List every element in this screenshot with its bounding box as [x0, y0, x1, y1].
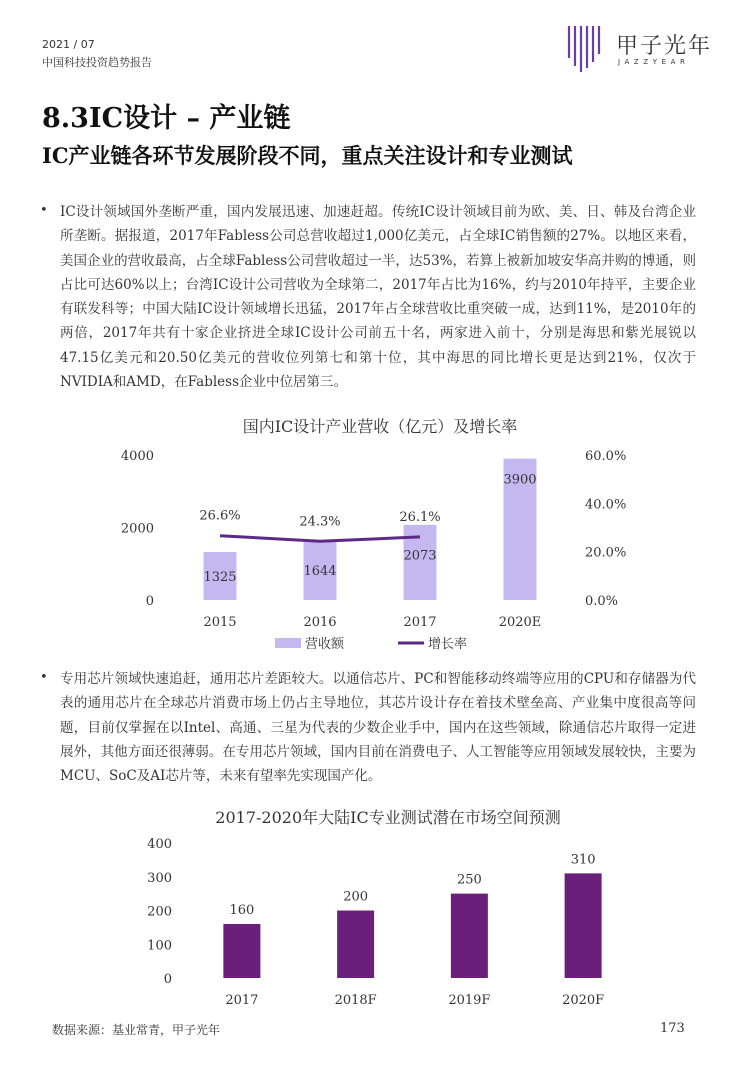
chart1-title: 国内IC设计产业营收（亿元）及增长率 — [242, 417, 518, 436]
chart2-bar — [451, 894, 488, 978]
body-paragraph-special-chips: 专用芯片领域快速追赶，通用芯片差距较大。以通信芯片、PC和智能移动终端等应用的CPU和存储器为代表的通用芯片在全球芯片消费市场上仍占主导地位，其芯片设计存在着技术壁垒高、产业集中度很高等问题，目前仅掌握在以Intel、高通、三星为代表的少数企业手中，国内在这些领域，除通信芯片取得一定进展外，其他方面还很薄弱。在专用芯片领域，国内目前在消费电子、人工智能等应用领域发展较快，主要为MCU、SoC及AI芯片等，未来有望率先实现国产化。 — [60, 671, 696, 785]
data-source-note: 数据来源：基业常青，甲子光年 — [52, 1023, 221, 1037]
chart1-bar-data-label: 3900 — [503, 472, 537, 488]
chart2-data-label: 200 — [343, 889, 369, 905]
chart1-left-tick-label: 0 — [145, 594, 154, 609]
chart1-growth-data-label: 26.6% — [199, 508, 241, 524]
chart1-legend — [275, 636, 467, 652]
chart1-right-tick-label: 0.0% — [585, 594, 619, 609]
chart2-category-label: 2017 — [225, 993, 259, 1008]
brand-logo — [566, 24, 726, 74]
chart2-bar — [337, 911, 374, 979]
logo-chinese-text: 甲子光年 — [616, 34, 713, 59]
chart2-tick-label: 200 — [147, 904, 172, 920]
legend-label-revenue: 营收额 — [305, 637, 345, 652]
chart2-tick-label: 100 — [147, 938, 172, 954]
chart2-tick-label: 300 — [147, 870, 172, 886]
chart2-tick-label: 0 — [163, 972, 172, 987]
chart2-category-label: 2020F — [562, 993, 605, 1008]
chart1-right-tick-label: 40.0% — [585, 497, 627, 513]
page-number: 173 — [660, 1021, 685, 1036]
chart2-category-label: 2018F — [334, 993, 377, 1008]
chart1-category-label: 2020E — [498, 615, 542, 630]
chart1-category-label: 2015 — [203, 615, 237, 630]
chart1-bar-data-label: 2073 — [403, 548, 437, 564]
bullet-marker: • — [40, 203, 48, 218]
report-name: 中国科技投资趋势报告 — [42, 56, 152, 69]
chart1-category-label: 2017 — [403, 615, 437, 630]
legend-label-growth: 增长率 — [428, 637, 468, 652]
chart1-left-tick-label: 4000 — [120, 449, 154, 464]
page-title: 8.3IC设计 – 产业链 — [42, 103, 291, 134]
chart1-growth-data-label: 26.1% — [399, 509, 441, 525]
chart1-bar-data-label: 1644 — [303, 564, 337, 580]
ic-design-revenue-chart — [0, 400, 741, 660]
report-date: 2021 / 07 — [42, 38, 95, 51]
bullet-marker: • — [40, 670, 48, 685]
chart2-title: 2017-2020年大陆IC专业测试潜在市场空间预测 — [215, 808, 561, 827]
chart1-right-tick-label: 20.0% — [585, 545, 627, 561]
chart1-growth-line — [220, 536, 420, 542]
chart2-bar — [565, 873, 602, 978]
chart1-category-label: 2016 — [303, 615, 337, 630]
logo-english-text: JAZZYEAR — [618, 58, 690, 66]
chart2-data-label: 310 — [570, 852, 596, 868]
chart2-bar — [223, 924, 260, 978]
chart2-data-label: 160 — [229, 903, 255, 918]
legend-swatch-revenue — [275, 638, 301, 648]
chart2-data-label: 250 — [456, 872, 482, 888]
chart1-growth-data-label: 24.3% — [299, 514, 341, 530]
chart2-tick-label: 400 — [147, 837, 172, 852]
body-paragraph-ic-design: IC设计领域国外垄断严重，国内发展迅速、加速赶超。传统IC设计领域目前为欧、美、日、韩及台湾企业所垄断。据报道，2017年Fabless公司总营收超过1,000亿美元，占全球IC销售额的27%。以地区来看，美国企业的营收最高，占全球Fabless公司营收超过一半，达53%，若算上被新加坡安华高并购的博通，则占比可达60%以上；台湾IC设计公司营收为全球第二，2017年占比为16%，约与2010年持平，主要企业有联发科等；中国大陆IC设计领域增长迅猛，2017年占全球营收比重突破一成，达到11%，是2010年的两倍，2017年共有十家企业挤进全球IC设计公司前五十名，两家进入前十，分别是海思和紫光展锐以47.15亿美元和20.50亿美元的营收位列第七和第十位，其中海思的同比增长更是达到21%，仅次于NVIDIA和AMD，在Fabless企业中位居第三。 — [60, 204, 696, 391]
chart2-category-label: 2019F — [448, 993, 491, 1008]
chart1-left-tick-label: 2000 — [120, 521, 154, 537]
page-subtitle: IC产业链各环节发展阶段不同，重点关注设计和专业测试 — [42, 143, 573, 168]
logo-bars-icon — [566, 24, 610, 74]
ic-testing-market-chart — [0, 795, 741, 1015]
chart1-right-tick-label: 60.0% — [585, 449, 627, 464]
chart1-bar-data-label: 1325 — [203, 569, 237, 585]
